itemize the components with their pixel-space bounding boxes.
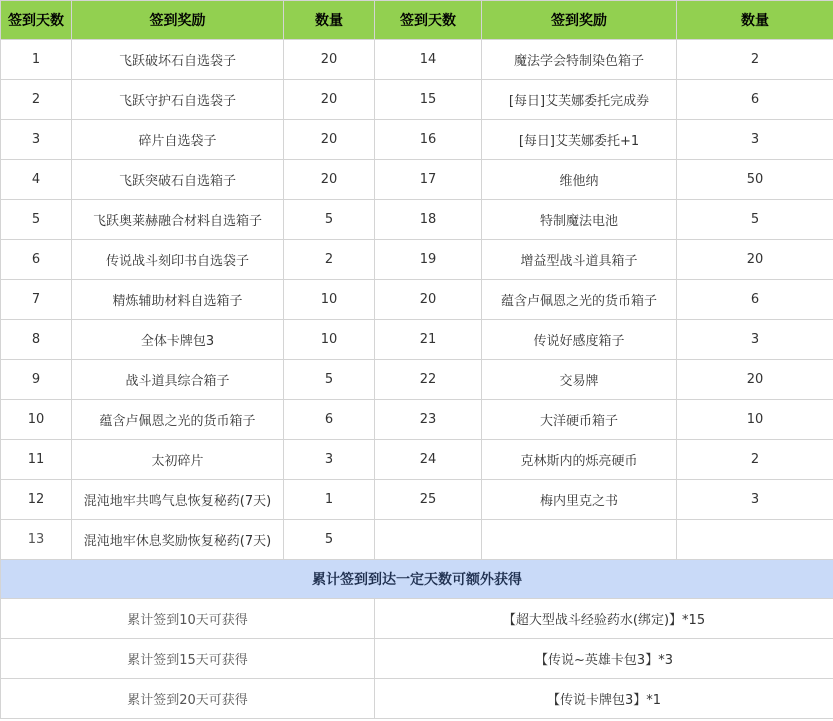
bonus-condition: 累计签到10天可获得 [1,599,375,639]
bonus-row [1,679,833,719]
table-row [1,240,833,280]
day-cell: 7 [1,280,72,320]
table-row [1,440,833,480]
table-row [1,280,833,320]
day-cell: 3 [1,120,72,160]
reward-cell: 飞跃守护石自选袋子 [72,80,284,120]
qty-cell: 3 [284,440,375,480]
bonus-condition: 累计签到20天可获得 [1,679,375,719]
qty-cell: 5 [284,360,375,400]
qty-cell: 5 [677,200,833,240]
qty-cell: 6 [677,280,833,320]
header-day-right: 签到天数 [375,1,482,40]
reward-cell: 特制魔法电池 [482,200,677,240]
reward-cell: 交易牌 [482,360,677,400]
reward-cell: 蕴含卢佩恩之光的货币箱子 [72,400,284,440]
reward-cell: 传说好感度箱子 [482,320,677,360]
reward-cell: 克林斯内的烁亮硬币 [482,440,677,480]
qty-cell: 2 [284,240,375,280]
qty-cell: 2 [677,440,833,480]
reward-cell: 混沌地牢休息奖励恢复秘药(7天) [72,520,284,560]
reward-cell: 战斗道具综合箱子 [72,360,284,400]
qty-cell: 1 [284,480,375,520]
bonus-reward: 【传说卡牌包3】*1 [375,679,833,719]
table-row [1,40,833,80]
header-qty-right: 数量 [677,1,833,40]
day-cell: 10 [1,400,72,440]
reward-cell: 精炼辅助材料自选箱子 [72,280,284,320]
day-cell: 15 [375,80,482,120]
day-cell: 17 [375,160,482,200]
reward-cell: 飞跃破坏石自选袋子 [72,40,284,80]
bonus-title: 累计签到到达一定天数可额外获得 [1,560,833,599]
day-cell: 8 [1,320,72,360]
day-cell: 23 [375,400,482,440]
qty-cell: 6 [677,80,833,120]
qty-cell: 10 [284,320,375,360]
table-row [1,480,833,520]
reward-cell: 全体卡牌包3 [72,320,284,360]
day-cell: 20 [375,280,482,320]
table-row [1,160,833,200]
reward-cell: 飞跃奥莱赫融合材料自选箱子 [72,200,284,240]
day-cell: 16 [375,120,482,160]
table-row [1,320,833,360]
header-reward-right: 签到奖励 [482,1,677,40]
reward-cell: 传说战斗刻印书自选袋子 [72,240,284,280]
day-cell: 19 [375,240,482,280]
qty-cell: 20 [677,240,833,280]
qty-cell: 6 [284,400,375,440]
header-reward-left: 签到奖励 [72,1,284,40]
reward-cell [482,520,677,560]
header-qty-left: 数量 [284,1,375,40]
day-cell: 4 [1,160,72,200]
qty-cell: 5 [284,200,375,240]
qty-cell: 20 [284,120,375,160]
day-cell: 9 [1,360,72,400]
day-cell: 11 [1,440,72,480]
bonus-title-row [1,560,833,599]
reward-cell: 魔法学会特制染色箱子 [482,40,677,80]
header-row [1,1,833,40]
table-row [1,520,833,560]
day-cell: 12 [1,480,72,520]
day-cell: 2 [1,80,72,120]
reward-cell: 维他纳 [482,160,677,200]
qty-cell [677,520,833,560]
qty-cell: 3 [677,320,833,360]
day-cell: 22 [375,360,482,400]
qty-cell: 5 [284,520,375,560]
qty-cell: 20 [677,360,833,400]
reward-cell: [每日]艾芙娜委托完成券 [482,80,677,120]
qty-cell: 50 [677,160,833,200]
day-cell: 21 [375,320,482,360]
table-row [1,360,833,400]
day-cell: 24 [375,440,482,480]
day-cell [375,520,482,560]
table-row [1,120,833,160]
day-cell: 25 [375,480,482,520]
table-row [1,200,833,240]
bonus-condition: 累计签到15天可获得 [1,639,375,679]
qty-cell: 20 [284,160,375,200]
reward-cell: 碎片自选袋子 [72,120,284,160]
day-cell: 5 [1,200,72,240]
table-row [1,80,833,120]
day-cell: 13 [1,520,72,560]
qty-cell: 2 [677,40,833,80]
qty-cell: 3 [677,120,833,160]
table-row [1,400,833,440]
qty-cell: 10 [284,280,375,320]
reward-cell: 蕴含卢佩恩之光的货币箱子 [482,280,677,320]
qty-cell: 10 [677,400,833,440]
bonus-row [1,639,833,679]
reward-cell: 太初碎片 [72,440,284,480]
reward-cell: 增益型战斗道具箱子 [482,240,677,280]
day-cell: 1 [1,40,72,80]
bonus-reward: 【超大型战斗经验药水(绑定)】*15 [375,599,833,639]
reward-cell: 梅内里克之书 [482,480,677,520]
reward-cell: 混沌地牢共鸣气息恢复秘药(7天) [72,480,284,520]
bonus-reward: 【传说~英雄卡包3】*3 [375,639,833,679]
reward-cell: 大洋硬币箱子 [482,400,677,440]
qty-cell: 20 [284,40,375,80]
day-cell: 18 [375,200,482,240]
qty-cell: 20 [284,80,375,120]
day-cell: 14 [375,40,482,80]
header-day-left: 签到天数 [1,1,72,40]
reward-cell: [每日]艾芙娜委托+1 [482,120,677,160]
reward-cell: 飞跃突破石自选箱子 [72,160,284,200]
day-cell: 6 [1,240,72,280]
qty-cell: 3 [677,480,833,520]
bonus-row [1,599,833,639]
